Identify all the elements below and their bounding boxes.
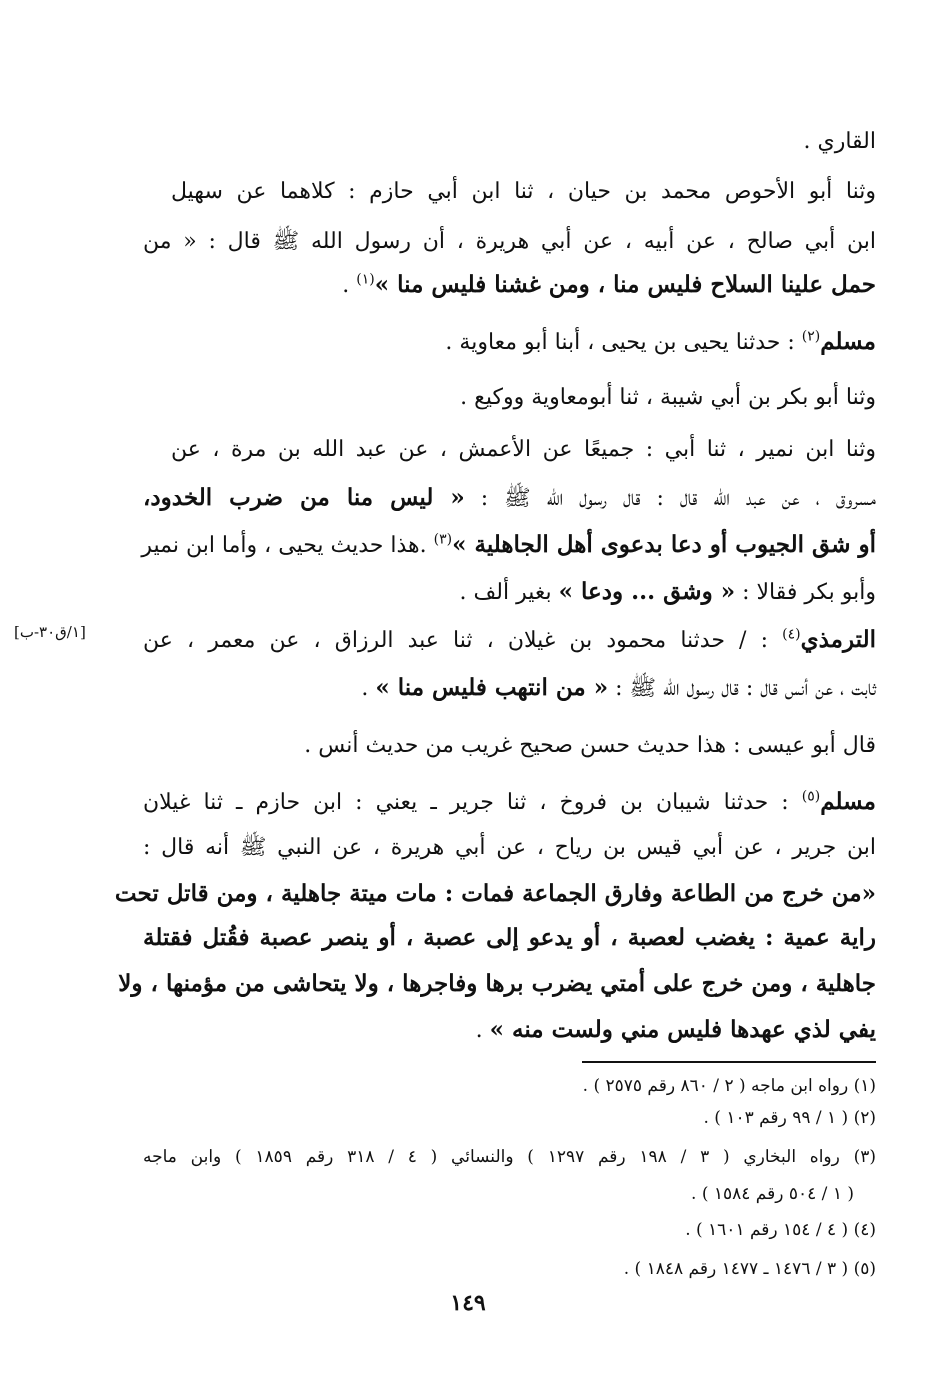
- footnote-5: (٥) ( ٣ / ١٤٧٦ ـ ١٤٧٧ رقم ١٨٤٨ ) .: [623, 1259, 876, 1279]
- footnote-1: (١) رواه ابن ماجه ( ٢ / ٨٦٠ رقم ٢٥٧٥ ) .: [582, 1076, 876, 1096]
- text-fragment: .: [361, 676, 376, 701]
- paragraph-2: [143, 322, 876, 363]
- paragraph-1-line-3: [143, 265, 876, 306]
- footnote-separator: [582, 1061, 876, 1063]
- footnote-3: (٣) رواه البخاري ( ٣ / ١٩٨ رقم ١٢٩٧ ) والنسائي ( ٤ / ٣١٨ رقم ١٨٥٩ ) وابن ماجه: [143, 1147, 877, 1167]
- paragraph-7-line-1: [143, 782, 876, 823]
- text-fragment: بغير ألف .: [459, 580, 559, 605]
- paragraph-1-line-2: [143, 222, 876, 262]
- paragraph-7-line-4: [143, 918, 876, 958]
- paragraph-1-line-1: [171, 172, 876, 212]
- text-fragment: القاري .: [803, 129, 876, 154]
- text-fragment: .: [342, 273, 357, 298]
- paragraph-6: [143, 726, 876, 766]
- footnote-marker: (١): [356, 271, 375, 288]
- source-name: مسلم: [820, 788, 876, 815]
- paragraph-4-line-3: [143, 525, 876, 566]
- paragraph-7-line-3: [114, 874, 876, 914]
- text-fragment: وثنا أبو الأحوص محمد بن حيان ، ثنا ابن أبي حازم : كلاهما عن سهيل: [171, 179, 876, 204]
- footnote-3-continued: ( ١ / ٥٠٤ رقم ١٥٨٤ ) .: [691, 1184, 854, 1204]
- text-fragment: : حدثنا يحيى بن يحيى ، أبنا أبو معاوية .: [445, 330, 802, 355]
- hadith-text: « من انتهب فليس منا »: [375, 674, 609, 701]
- manuscript-folio-reference: [١/ق٣٠-ب]: [14, 623, 86, 641]
- paragraph-4-line-1: [171, 430, 876, 470]
- text-fragment: .: [475, 1018, 490, 1043]
- paragraph-7-line-6: [143, 1010, 876, 1051]
- text-fragment: .هذا حديث يحيى ، وأما ابن نمير: [141, 533, 434, 558]
- page-number: ١٤٩: [450, 1290, 486, 1316]
- text-fragment: وأبو بكر فقالا :: [735, 580, 876, 605]
- text-fragment: : / حدثنا محمود بن غيلان ، ثنا عبد الرزاق ، عن معمر ، عن: [143, 628, 783, 653]
- text-fragment: ثابت ، عن أنس قال : قال رسول الله ﷺ :: [608, 676, 876, 701]
- hadith-text: « وشق ... ودعا »: [558, 578, 736, 605]
- footnote-2: (٢) ( ١ / ٩٩ رقم ١٠٣ ) .: [703, 1108, 876, 1128]
- hadith-text: جاهلية ، ومن خرج على أمتي يضرب برها وفاجرها ، ولا يتحاشى من مؤمنها ، ولا: [118, 970, 876, 997]
- footnote-marker: (٥): [801, 788, 821, 805]
- paragraph-7-line-2: [143, 828, 876, 868]
- text-fragment: ابن أبي صالح ، عن أبيه ، عن أبي هريرة ، أن رسول الله ﷺ قال : « من: [143, 229, 876, 254]
- text-fragment: وثنا أبو بكر بن أبي شيبة ، ثنا أبومعاوية ووكيع .: [460, 385, 876, 410]
- paragraph-3: [143, 378, 876, 418]
- footnote-marker: (٢): [801, 328, 821, 345]
- footnote-marker: (٣): [433, 531, 453, 548]
- text-fragment: وثنا ابن نمير ، ثنا أبي : جميعًا عن الأعمش ، عن عبد الله بن مرة ، عن: [171, 437, 876, 462]
- paragraph-5-line-2: [143, 668, 876, 709]
- text-fragment: ابن جرير ، عن أبي قيس بن رياح ، عن أبي هريرة ، عن النبي ﷺ أنه قال :: [143, 835, 876, 860]
- hadith-text: «من خرج من الطاعة وفارق الجماعة فمات : مات ميتة جاهلية ، ومن قاتل تحت: [114, 880, 876, 907]
- hadith-text: أو شق الجيوب أو دعا بدعوى أهل الجاهلية »: [452, 531, 876, 558]
- source-name: مسلم: [820, 328, 876, 355]
- text-fragment: قال أبو عيسى : هذا حديث حسن صحيح غريب من حديث أنس .: [304, 733, 876, 758]
- footnote-marker: (٤): [782, 626, 801, 643]
- paragraph-7-line-5: [118, 964, 876, 1004]
- continued-word: [143, 122, 876, 162]
- footnote-4: (٤) ( ٤ / ١٥٤ رقم ١٦٠١ ) .: [685, 1220, 876, 1240]
- hadith-text: راية عمية : يغضب لعصبة ، أو يدعو إلى عصبة ، أو ينصر عصبة فقُتل فقتلة: [143, 924, 876, 951]
- paragraph-5-line-1: [143, 620, 876, 661]
- text-fragment: : حدثنا شيبان بن فروخ ، ثنا جرير ـ يعني : ابن حازم ـ ثنا غيلان: [143, 790, 802, 815]
- source-name: الترمذي: [800, 626, 876, 653]
- hadith-text: « ليس منا من ضرب الخدود،: [143, 484, 465, 511]
- paragraph-4-line-4: [143, 572, 876, 613]
- text-fragment: مسروق ، عن عبد الله قال : قال رسول الله ﷺ :: [464, 486, 876, 511]
- hadith-text: حمل علينا السلاح فليس منا ، ومن غشنا فليس منا »: [374, 271, 876, 298]
- hadith-text: يفي لذي عهدها فليس مني ولست منه »: [489, 1016, 876, 1043]
- paragraph-4-line-2: [143, 478, 876, 519]
